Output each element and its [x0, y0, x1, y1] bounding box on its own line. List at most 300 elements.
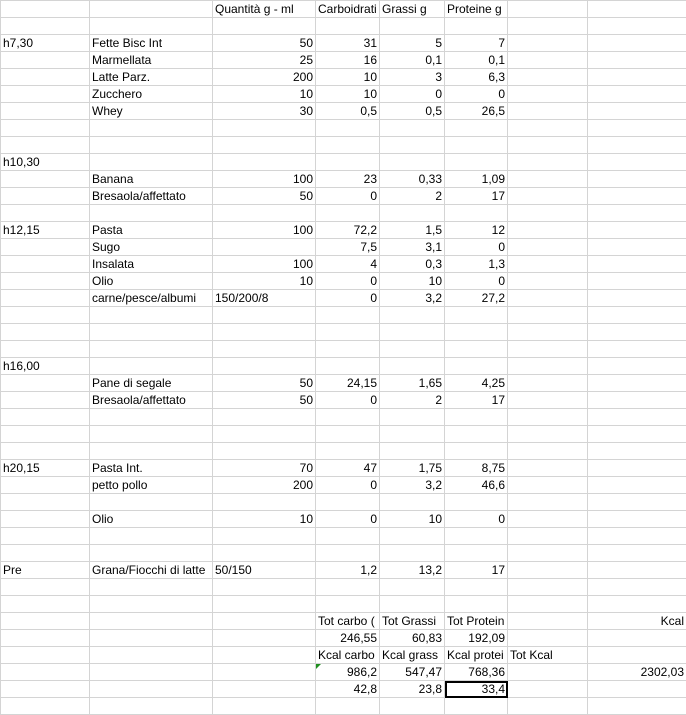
cell[interactable]	[445, 494, 508, 511]
cell[interactable]	[508, 341, 588, 358]
cell[interactable]: petto pollo	[90, 477, 213, 494]
cell[interactable]: 4,25	[445, 375, 508, 392]
cell[interactable]: 13,2	[380, 562, 445, 579]
cell[interactable]: Grassi g	[380, 1, 445, 18]
cell[interactable]: 17	[445, 562, 508, 579]
cell[interactable]: Pasta Int.	[90, 460, 213, 477]
cell[interactable]: 1,09	[445, 171, 508, 188]
cell[interactable]: 246,55	[316, 630, 380, 647]
cell[interactable]: 10	[380, 273, 445, 290]
cell[interactable]	[316, 545, 380, 562]
cell[interactable]	[316, 307, 380, 324]
cell[interactable]: 0	[316, 477, 380, 494]
cell[interactable]	[213, 205, 316, 222]
cell[interactable]	[1, 528, 90, 545]
cell[interactable]	[1, 239, 90, 256]
cell[interactable]: 16	[316, 52, 380, 69]
cell[interactable]	[1, 596, 90, 613]
cell[interactable]	[213, 18, 316, 35]
cell[interactable]	[90, 120, 213, 137]
cell[interactable]: 2	[380, 392, 445, 409]
cell[interactable]: 0	[445, 86, 508, 103]
cell[interactable]	[508, 443, 588, 460]
cell[interactable]: h10,30	[1, 154, 90, 171]
cell[interactable]	[588, 324, 686, 341]
cell[interactable]: 30	[213, 103, 316, 120]
cell[interactable]	[445, 528, 508, 545]
cell[interactable]: 17	[445, 392, 508, 409]
cell[interactable]	[90, 426, 213, 443]
cell[interactable]	[508, 256, 588, 273]
cell[interactable]	[380, 596, 445, 613]
cell[interactable]	[1, 324, 90, 341]
cell[interactable]: Kcal grass	[380, 647, 445, 664]
cell[interactable]	[90, 494, 213, 511]
cell[interactable]	[588, 120, 686, 137]
cell[interactable]	[316, 358, 380, 375]
cell[interactable]: Tot carbo (	[316, 613, 380, 630]
cell[interactable]: Kcal carbo	[316, 647, 380, 664]
cell[interactable]: 0	[316, 273, 380, 290]
cell[interactable]	[1, 511, 90, 528]
cell[interactable]	[316, 528, 380, 545]
cell[interactable]: 547,47	[380, 664, 445, 681]
cell[interactable]	[1, 426, 90, 443]
cell[interactable]: 12	[445, 222, 508, 239]
cell[interactable]	[445, 137, 508, 154]
cell[interactable]: 60,83	[380, 630, 445, 647]
cell[interactable]: 0	[445, 239, 508, 256]
cell[interactable]	[1, 120, 90, 137]
cell[interactable]	[316, 426, 380, 443]
cell[interactable]	[1, 52, 90, 69]
cell[interactable]: 10	[213, 86, 316, 103]
cell[interactable]	[380, 494, 445, 511]
cell[interactable]	[588, 443, 686, 460]
cell[interactable]	[1, 545, 90, 562]
cell[interactable]: Olio	[90, 273, 213, 290]
cell[interactable]: 192,09	[445, 630, 508, 647]
cell[interactable]: Zucchero	[90, 86, 213, 103]
cell[interactable]	[508, 698, 588, 715]
cell[interactable]	[445, 409, 508, 426]
cell[interactable]	[213, 307, 316, 324]
cell[interactable]: 3,2	[380, 290, 445, 307]
cell[interactable]: Proteine g	[445, 1, 508, 18]
cell[interactable]	[90, 545, 213, 562]
cell[interactable]	[380, 307, 445, 324]
cell[interactable]: 100	[213, 222, 316, 239]
cell[interactable]	[445, 324, 508, 341]
cell[interactable]: 6,3	[445, 69, 508, 86]
cell[interactable]	[213, 681, 316, 698]
cell[interactable]	[380, 528, 445, 545]
cell[interactable]	[1, 494, 90, 511]
cell[interactable]: 70	[213, 460, 316, 477]
cell[interactable]	[213, 664, 316, 681]
cell[interactable]	[1, 443, 90, 460]
cell[interactable]	[213, 341, 316, 358]
cell[interactable]	[316, 205, 380, 222]
cell[interactable]	[508, 579, 588, 596]
cell[interactable]	[1, 477, 90, 494]
cell[interactable]	[588, 239, 686, 256]
cell[interactable]	[1, 103, 90, 120]
cell[interactable]: 200	[213, 477, 316, 494]
cell[interactable]: 1,2	[316, 562, 380, 579]
cell[interactable]	[508, 545, 588, 562]
cell[interactable]	[90, 596, 213, 613]
cell[interactable]	[1, 290, 90, 307]
cell[interactable]: 3,1	[380, 239, 445, 256]
cell[interactable]: carne/pesce/albumi	[90, 290, 213, 307]
cell[interactable]	[508, 205, 588, 222]
cell[interactable]: 50	[213, 188, 316, 205]
cell[interactable]	[213, 630, 316, 647]
cell[interactable]: 27,2	[445, 290, 508, 307]
cell[interactable]: 150/200/8	[213, 290, 316, 307]
cell[interactable]	[1, 409, 90, 426]
cell[interactable]: 2302,03	[588, 664, 686, 681]
cell[interactable]	[316, 137, 380, 154]
cell[interactable]	[588, 35, 686, 52]
cell[interactable]	[316, 18, 380, 35]
cell[interactable]: 0,5	[316, 103, 380, 120]
cell[interactable]	[588, 579, 686, 596]
cell[interactable]: 10	[380, 511, 445, 528]
cell[interactable]: 7	[445, 35, 508, 52]
cell[interactable]	[90, 664, 213, 681]
cell[interactable]	[1, 273, 90, 290]
cell[interactable]	[508, 188, 588, 205]
cell[interactable]	[213, 579, 316, 596]
cell[interactable]: 25	[213, 52, 316, 69]
cell[interactable]: Fette Bisc Int	[90, 35, 213, 52]
cell[interactable]	[445, 205, 508, 222]
cell[interactable]	[90, 443, 213, 460]
cell[interactable]: 50	[213, 392, 316, 409]
cell[interactable]	[588, 528, 686, 545]
cell[interactable]	[588, 647, 686, 664]
cell[interactable]	[445, 698, 508, 715]
cell[interactable]: Tot Kcal	[508, 647, 588, 664]
cell[interactable]	[588, 545, 686, 562]
cell[interactable]	[588, 477, 686, 494]
cell[interactable]	[588, 341, 686, 358]
cell[interactable]	[1, 375, 90, 392]
cell[interactable]: Insalata	[90, 256, 213, 273]
cell[interactable]	[508, 409, 588, 426]
cell[interactable]: 50	[213, 375, 316, 392]
cell[interactable]	[1, 647, 90, 664]
cell[interactable]	[90, 528, 213, 545]
cell[interactable]	[588, 86, 686, 103]
cell[interactable]	[445, 426, 508, 443]
cell[interactable]: Banana	[90, 171, 213, 188]
cell[interactable]: 33,4	[445, 681, 508, 698]
cell[interactable]	[90, 307, 213, 324]
cell[interactable]	[445, 307, 508, 324]
cell[interactable]	[380, 545, 445, 562]
cell[interactable]	[588, 562, 686, 579]
cell[interactable]	[445, 443, 508, 460]
cell[interactable]	[1, 307, 90, 324]
cell[interactable]	[380, 443, 445, 460]
cell[interactable]: 10	[213, 511, 316, 528]
cell[interactable]	[588, 358, 686, 375]
cell[interactable]	[316, 341, 380, 358]
cell[interactable]: 4	[316, 256, 380, 273]
cell[interactable]	[380, 324, 445, 341]
cell[interactable]	[1, 1, 90, 18]
cell[interactable]	[445, 358, 508, 375]
cell[interactable]	[508, 494, 588, 511]
cell[interactable]: 0	[316, 290, 380, 307]
cell[interactable]: Marmellata	[90, 52, 213, 69]
cell[interactable]: Kcal protei	[445, 647, 508, 664]
cell[interactable]	[213, 154, 316, 171]
cell[interactable]	[213, 239, 316, 256]
cell[interactable]	[588, 69, 686, 86]
cell[interactable]	[588, 630, 686, 647]
cell[interactable]	[90, 1, 213, 18]
cell[interactable]	[213, 545, 316, 562]
cell[interactable]	[380, 426, 445, 443]
cell[interactable]: Quantità g - ml	[213, 1, 316, 18]
cell[interactable]: 72,2	[316, 222, 380, 239]
cell[interactable]	[1, 256, 90, 273]
cell[interactable]: 0	[316, 511, 380, 528]
cell[interactable]	[508, 664, 588, 681]
cell[interactable]	[1, 188, 90, 205]
cell[interactable]	[213, 647, 316, 664]
cell[interactable]: 50	[213, 35, 316, 52]
cell[interactable]	[508, 103, 588, 120]
cell[interactable]	[588, 698, 686, 715]
cell[interactable]	[508, 477, 588, 494]
cell[interactable]: 1,5	[380, 222, 445, 239]
cell[interactable]: 2	[380, 188, 445, 205]
cell[interactable]	[508, 460, 588, 477]
cell[interactable]	[588, 511, 686, 528]
cell[interactable]	[380, 120, 445, 137]
cell[interactable]: 23	[316, 171, 380, 188]
cell[interactable]: 1,65	[380, 375, 445, 392]
cell[interactable]	[90, 579, 213, 596]
cell[interactable]	[588, 137, 686, 154]
cell[interactable]	[588, 18, 686, 35]
cell[interactable]	[213, 528, 316, 545]
cell[interactable]	[316, 443, 380, 460]
cell[interactable]	[508, 69, 588, 86]
cell[interactable]	[588, 256, 686, 273]
cell[interactable]: 0	[316, 188, 380, 205]
cell[interactable]	[90, 613, 213, 630]
cell[interactable]	[445, 341, 508, 358]
cell[interactable]: 1,3	[445, 256, 508, 273]
cell[interactable]: 200	[213, 69, 316, 86]
cell[interactable]	[213, 409, 316, 426]
cell[interactable]	[213, 324, 316, 341]
cell[interactable]: h7,30	[1, 35, 90, 52]
cell[interactable]	[1, 681, 90, 698]
cell[interactable]	[508, 120, 588, 137]
cell[interactable]: 47	[316, 460, 380, 477]
cell[interactable]: 0	[445, 273, 508, 290]
cell[interactable]	[1, 613, 90, 630]
cell[interactable]	[588, 1, 686, 18]
cell[interactable]: 46,6	[445, 477, 508, 494]
cell[interactable]	[508, 613, 588, 630]
cell[interactable]	[445, 545, 508, 562]
cell[interactable]	[445, 579, 508, 596]
cell[interactable]: h16,00	[1, 358, 90, 375]
cell[interactable]: Pane di segale	[90, 375, 213, 392]
cell[interactable]	[588, 681, 686, 698]
cell[interactable]	[588, 290, 686, 307]
cell[interactable]	[588, 103, 686, 120]
cell[interactable]: 0,3	[380, 256, 445, 273]
cell[interactable]	[90, 698, 213, 715]
cell[interactable]: 0	[316, 392, 380, 409]
cell[interactable]: 50/150	[213, 562, 316, 579]
cell[interactable]: Pre	[1, 562, 90, 579]
cell[interactable]	[508, 630, 588, 647]
cell[interactable]	[213, 120, 316, 137]
cell[interactable]	[445, 154, 508, 171]
cell[interactable]	[1, 630, 90, 647]
cell[interactable]: Olio	[90, 511, 213, 528]
cell[interactable]	[508, 222, 588, 239]
cell[interactable]: 7,5	[316, 239, 380, 256]
cell[interactable]	[508, 154, 588, 171]
cell[interactable]: 0,1	[380, 52, 445, 69]
cell[interactable]	[508, 426, 588, 443]
cell[interactable]	[316, 154, 380, 171]
cell[interactable]	[588, 392, 686, 409]
cell[interactable]	[316, 409, 380, 426]
cell[interactable]	[1, 171, 90, 188]
cell[interactable]	[508, 681, 588, 698]
cell[interactable]	[90, 341, 213, 358]
cell[interactable]	[508, 239, 588, 256]
cell[interactable]: h12,15	[1, 222, 90, 239]
cell[interactable]	[508, 375, 588, 392]
cell[interactable]: 10	[213, 273, 316, 290]
cell[interactable]	[508, 171, 588, 188]
cell[interactable]	[1, 18, 90, 35]
cell[interactable]	[588, 375, 686, 392]
cell[interactable]	[213, 596, 316, 613]
cell[interactable]	[213, 698, 316, 715]
cell[interactable]: 100	[213, 256, 316, 273]
cell[interactable]	[588, 171, 686, 188]
cell[interactable]	[213, 137, 316, 154]
cell[interactable]	[1, 664, 90, 681]
cell[interactable]	[90, 18, 213, 35]
cell[interactable]: 1,75	[380, 460, 445, 477]
cell[interactable]: Tot Protein	[445, 613, 508, 630]
cell[interactable]	[588, 460, 686, 477]
cell[interactable]	[508, 392, 588, 409]
cell[interactable]	[213, 494, 316, 511]
cell[interactable]	[588, 52, 686, 69]
cell[interactable]	[1, 137, 90, 154]
cell[interactable]	[90, 205, 213, 222]
cell[interactable]: 768,36	[445, 664, 508, 681]
cell[interactable]: 23,8	[380, 681, 445, 698]
cell[interactable]: 10	[316, 86, 380, 103]
cell[interactable]	[588, 154, 686, 171]
cell[interactable]: 10	[316, 69, 380, 86]
cell[interactable]: 0,33	[380, 171, 445, 188]
cell[interactable]: 31	[316, 35, 380, 52]
cell[interactable]	[90, 630, 213, 647]
cell[interactable]	[508, 511, 588, 528]
cell[interactable]	[90, 324, 213, 341]
cell[interactable]	[90, 681, 213, 698]
cell[interactable]: 17	[445, 188, 508, 205]
cell[interactable]: 3	[380, 69, 445, 86]
cell[interactable]	[588, 494, 686, 511]
cell[interactable]	[90, 647, 213, 664]
cell[interactable]	[445, 18, 508, 35]
cell[interactable]	[445, 120, 508, 137]
cell[interactable]	[445, 596, 508, 613]
cell[interactable]	[508, 528, 588, 545]
cell[interactable]: 986,2	[316, 664, 380, 681]
cell[interactable]	[213, 426, 316, 443]
cell[interactable]: Grana/Fiocchi di latte	[90, 562, 213, 579]
cell[interactable]	[316, 120, 380, 137]
cell[interactable]	[588, 409, 686, 426]
cell[interactable]: Pasta	[90, 222, 213, 239]
cell[interactable]	[508, 596, 588, 613]
cell[interactable]	[1, 392, 90, 409]
cell[interactable]	[1, 205, 90, 222]
cell[interactable]	[316, 698, 380, 715]
cell[interactable]	[90, 409, 213, 426]
cell[interactable]	[380, 154, 445, 171]
cell[interactable]	[588, 273, 686, 290]
cell[interactable]	[380, 137, 445, 154]
cell[interactable]	[588, 222, 686, 239]
cell[interactable]	[508, 562, 588, 579]
cell[interactable]	[316, 324, 380, 341]
cell[interactable]	[380, 205, 445, 222]
cell[interactable]	[90, 137, 213, 154]
cell[interactable]: 8,75	[445, 460, 508, 477]
cell[interactable]: 42,8	[316, 681, 380, 698]
cell[interactable]	[588, 596, 686, 613]
cell[interactable]	[316, 579, 380, 596]
cell[interactable]	[588, 426, 686, 443]
cell[interactable]	[1, 69, 90, 86]
cell[interactable]	[316, 494, 380, 511]
cell[interactable]	[380, 579, 445, 596]
cell[interactable]	[508, 52, 588, 69]
cell[interactable]	[508, 324, 588, 341]
cell[interactable]: 3,2	[380, 477, 445, 494]
cell[interactable]: Carboidrati	[316, 1, 380, 18]
cell[interactable]	[380, 698, 445, 715]
cell[interactable]	[380, 358, 445, 375]
cell[interactable]: Bresaola/affettato	[90, 392, 213, 409]
cell[interactable]	[588, 307, 686, 324]
cell[interactable]: Bresaola/affettato	[90, 188, 213, 205]
cell[interactable]: 0,1	[445, 52, 508, 69]
cell[interactable]: 0,5	[380, 103, 445, 120]
